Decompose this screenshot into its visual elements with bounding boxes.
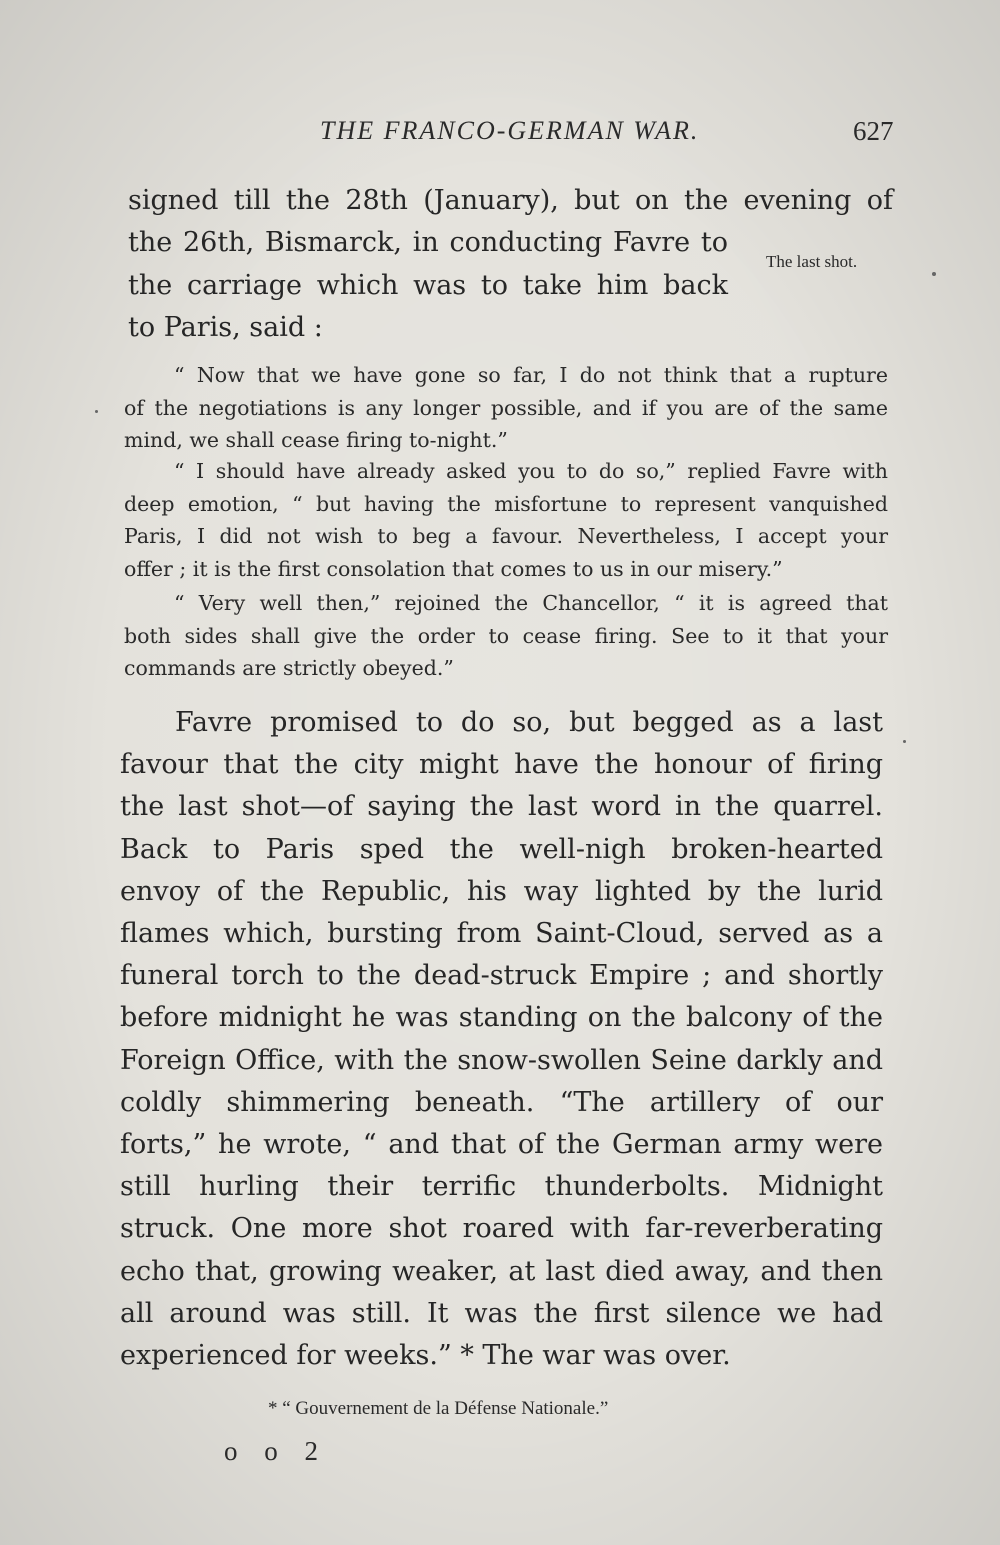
signature-mark: o o 2	[224, 1436, 328, 1466]
quote-line: both sides shall give the order to cease firing. See to it that your	[124, 623, 888, 648]
paragraph-line: funeral torch to the dead-struck Empire ; and shortly	[120, 960, 883, 992]
paragraph-line: experienced for weeks.” * The war was over.	[120, 1340, 731, 1372]
quote-line: Paris, I did not wish to beg a favour. Nevertheless, I accept your	[124, 524, 888, 548]
paragraph-line: coldly shimmering beneath. “The artillery of our	[120, 1086, 883, 1118]
quote-line: mind, we shall cease firing to-night.”	[124, 428, 508, 452]
paragraph-1-line-1: signed till the 28th (January), but on the evening of	[128, 185, 893, 216]
quote-line: deep emotion, “ but having the misfortune to represent vanquished	[124, 491, 888, 516]
quote-line: offer ; it is the first consolation that comes to us in our misery.”	[124, 556, 783, 581]
quote-line: “ I should have already asked you to do so,” replied Favre with	[174, 459, 888, 483]
running-title: THE FRANCO-GERMAN WAR.	[320, 116, 700, 145]
paragraph-line: all around was still. It was the first silence we had	[120, 1297, 883, 1329]
paragraph-line: forts,” he wrote, “ and that of the German army were	[120, 1129, 883, 1161]
paragraph-line: flames which, bursting from Saint-Cloud, served as a	[120, 918, 883, 950]
paragraph-line: the last shot—of saying the last word in the quarrel.	[120, 791, 883, 823]
quote-line: commands are strictly obeyed.”	[124, 656, 454, 680]
paragraph-line: envoy of the Republic, his way lighted by the lurid	[120, 875, 883, 907]
paragraph-1-line-4: to Paris, said :	[128, 312, 323, 343]
quote-line: “ Very well then,” rejoined the Chancellor, “ it is agreed that	[174, 591, 888, 615]
paragraph-1-line-3: the carriage which was to take him back	[128, 270, 728, 301]
footnote: * “ Gouvernement de la Défense Nationale.”	[268, 1398, 609, 1419]
paper-speck	[932, 272, 936, 276]
paper-speck	[95, 410, 98, 413]
paper-speck	[903, 740, 906, 743]
paragraph-line: still hurling their terrific thunderbolts. Midnight	[120, 1171, 883, 1203]
paragraph-line: before midnight he was standing on the balcony of the	[120, 1002, 883, 1034]
page-number: 627	[853, 116, 894, 146]
side-note: The last shot.	[766, 252, 858, 271]
paragraph-line: Foreign Office, with the snow-swollen Seine darkly and	[120, 1044, 883, 1076]
quote-bismarck	[124, 359, 888, 457]
quote-line: “ Now that we have gone so far, I do not think that a rupture	[174, 363, 888, 387]
paragraph-line: Back to Paris sped the well-nigh broken-hearted	[120, 833, 883, 865]
paragraph-2	[120, 702, 883, 1377]
quote-chancellor	[124, 587, 888, 685]
quote-favre	[124, 455, 888, 585]
paragraph-line: favour that the city might have the honour of firing	[120, 749, 883, 781]
paragraph-line: echo that, growing weaker, at last died away, and then	[120, 1255, 883, 1287]
paragraph-1-line-2: the 26th, Bismarck, in conducting Favre to	[128, 227, 728, 258]
quote-line: of the negotiations is any longer possible, and if you are of the same	[124, 395, 888, 420]
paragraph-line: struck. One more shot roared with far-reverberating	[120, 1213, 883, 1245]
paragraph-line: Favre promised to do so, but begged as a last	[175, 707, 883, 738]
